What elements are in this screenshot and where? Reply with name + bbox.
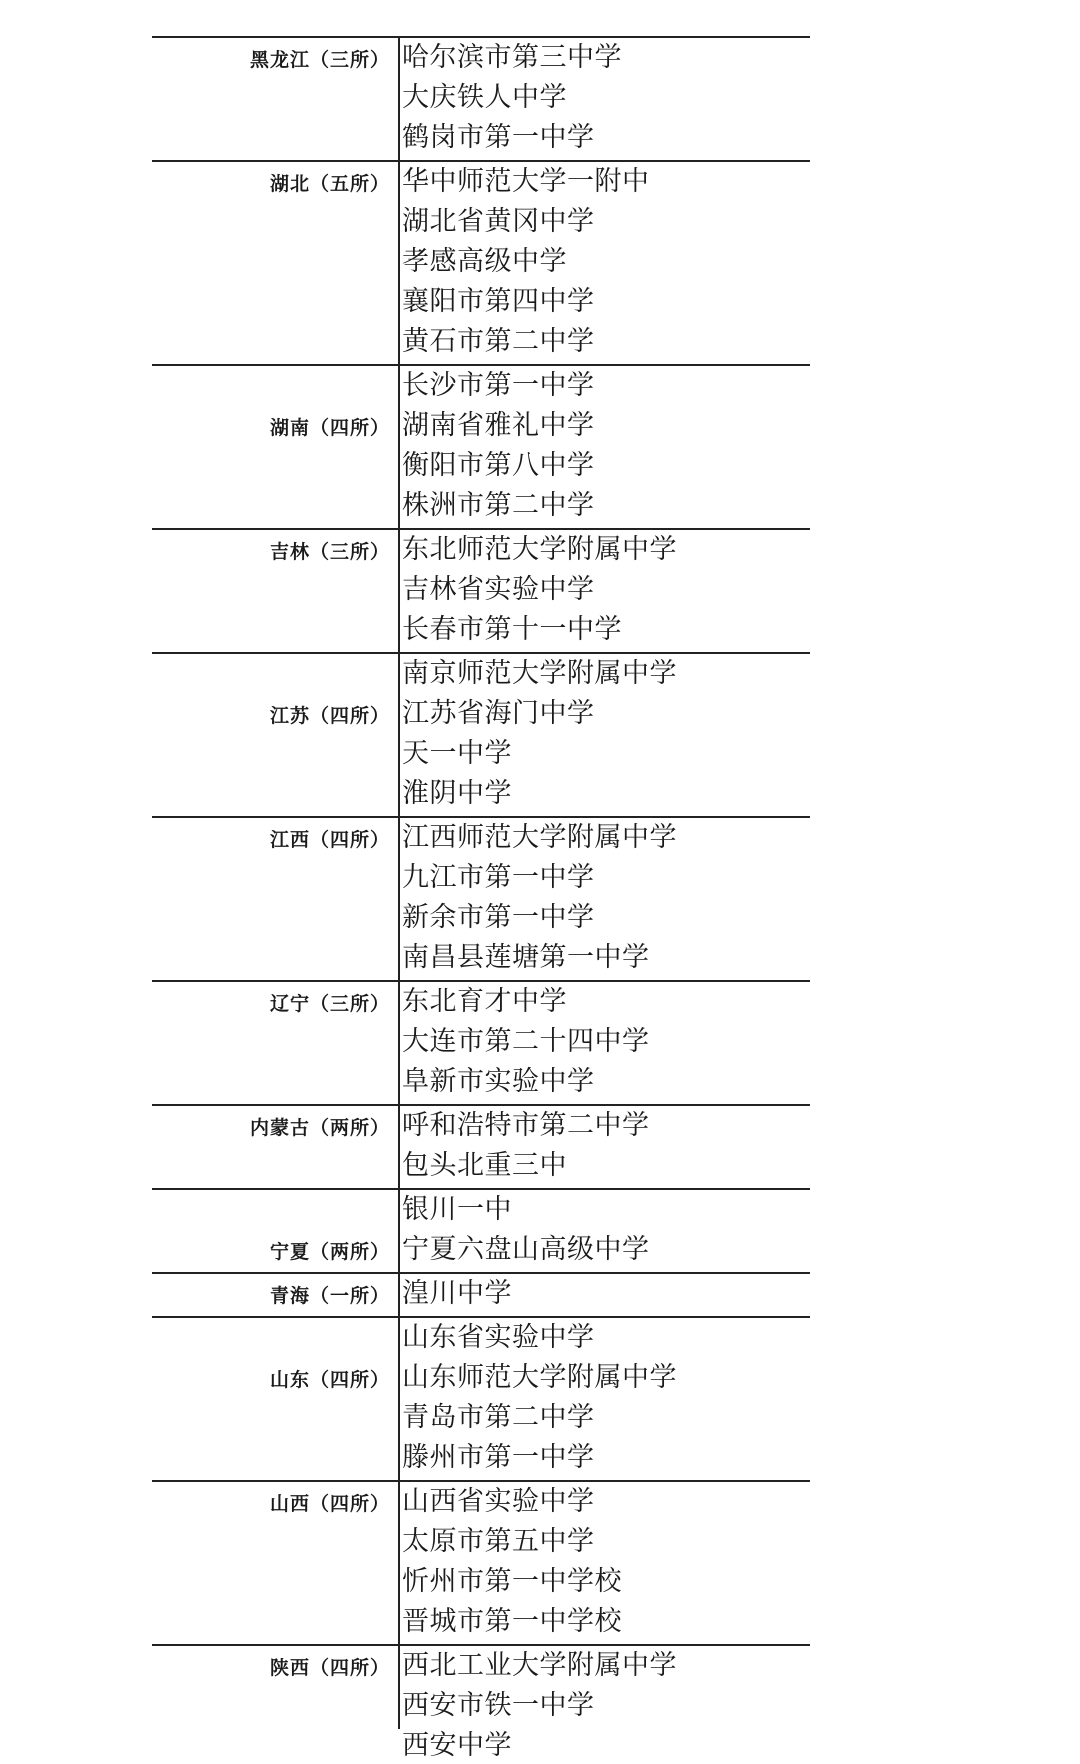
school-name: 晋城市第一中学校 [402, 1606, 622, 1637]
group-divider [152, 1188, 810, 1190]
province-label: 宁夏（两所） [269, 1241, 390, 1263]
province-label: 江西（四所） [269, 829, 390, 851]
school-name: 青岛市第二中学 [402, 1402, 595, 1433]
group-divider [152, 980, 810, 982]
school-name: 江苏省海门中学 [402, 698, 595, 729]
group-divider [152, 1316, 810, 1318]
school-name: 衡阳市第八中学 [402, 450, 595, 481]
group-divider [152, 36, 810, 38]
school-name: 南京师范大学附属中学 [402, 658, 677, 689]
school-name: 湖北省黄冈中学 [402, 206, 595, 237]
school-name: 西安市铁一中学 [402, 1690, 595, 1721]
province-label: 辽宁（三所） [269, 993, 390, 1015]
school-name: 包头北重三中 [402, 1150, 567, 1181]
group-divider [152, 1480, 810, 1482]
group-divider [152, 816, 810, 818]
school-name: 湖南省雅礼中学 [402, 410, 595, 441]
school-name: 鹤岗市第一中学 [402, 122, 595, 153]
group-divider [152, 652, 810, 654]
province-label: 山东（四所） [269, 1369, 390, 1391]
school-name: 山东省实验中学 [402, 1322, 595, 1353]
school-name: 大连市第二十四中学 [402, 1026, 650, 1057]
school-name: 忻州市第一中学校 [402, 1566, 622, 1597]
province-label: 山西（四所） [269, 1493, 390, 1515]
province-label: 黑龙江（三所） [249, 49, 390, 71]
school-name: 长春市第十一中学 [402, 614, 622, 645]
school-name: 天一中学 [402, 738, 512, 769]
group-divider [152, 528, 810, 530]
school-name: 黄石市第二中学 [402, 326, 595, 357]
school-name: 宁夏六盘山高级中学 [402, 1234, 650, 1265]
school-name: 呼和浩特市第二中学 [402, 1110, 650, 1141]
school-name: 孝感高级中学 [402, 246, 567, 277]
province-label: 陕西（四所） [269, 1657, 390, 1679]
province-label: 吉林（三所） [269, 541, 390, 563]
school-name: 东北师范大学附属中学 [402, 534, 677, 565]
province-label: 青海（一所） [269, 1285, 390, 1307]
group-divider [152, 160, 810, 162]
school-name: 襄阳市第四中学 [402, 286, 595, 317]
column-divider [398, 36, 400, 1729]
school-name: 株洲市第二中学 [402, 490, 595, 521]
province-label: 湖南（四所） [269, 417, 390, 439]
school-name: 淮阴中学 [402, 778, 512, 809]
province-label: 江苏（四所） [269, 705, 390, 727]
school-name: 西北工业大学附属中学 [402, 1650, 677, 1681]
school-name: 大庆铁人中学 [402, 82, 567, 113]
school-name: 华中师范大学一附中 [402, 166, 650, 197]
school-name: 哈尔滨市第三中学 [402, 42, 622, 73]
school-name: 东北育才中学 [402, 986, 567, 1017]
school-name: 江西师范大学附属中学 [402, 822, 677, 853]
school-name: 九江市第一中学 [402, 862, 595, 893]
school-name: 湟川中学 [402, 1278, 512, 1309]
school-name: 吉林省实验中学 [402, 574, 595, 605]
group-divider [152, 1272, 810, 1274]
school-name: 银川一中 [402, 1194, 512, 1225]
group-divider [152, 1104, 810, 1106]
school-name: 阜新市实验中学 [402, 1066, 595, 1097]
school-name: 滕州市第一中学 [402, 1442, 595, 1473]
province-label: 湖北（五所） [269, 173, 390, 195]
school-name: 西安中学 [402, 1730, 512, 1761]
school-name: 新余市第一中学 [402, 902, 595, 933]
group-divider [152, 364, 810, 366]
province-label: 内蒙古（两所） [249, 1117, 390, 1139]
school-name: 山东师范大学附属中学 [402, 1362, 677, 1393]
group-divider [152, 1644, 810, 1646]
school-name: 山西省实验中学 [402, 1486, 595, 1517]
school-name: 南昌县莲塘第一中学 [402, 942, 650, 973]
school-name: 太原市第五中学 [402, 1526, 595, 1557]
school-name: 长沙市第一中学 [402, 370, 595, 401]
